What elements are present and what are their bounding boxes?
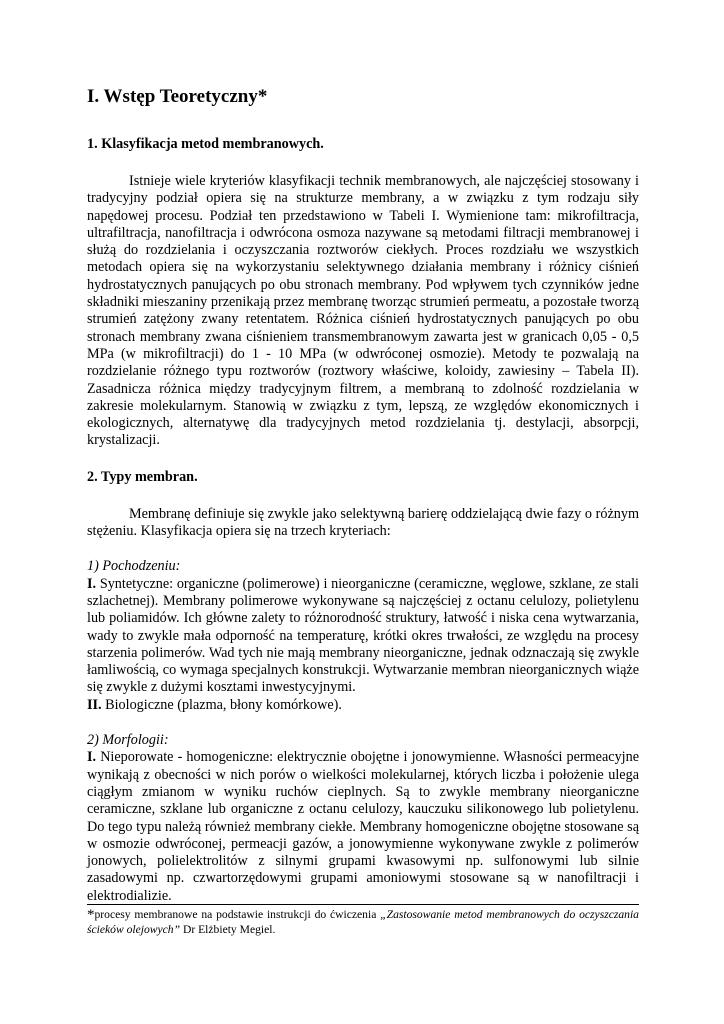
- criterion-1-item-1: [87, 576, 639, 697]
- section-1-heading: 1. Klasyfikacja metod membranowych.: [87, 136, 324, 152]
- item-text: Nieporowate - homogeniczne: elektrycznie obojętne i jonowymienne. Własności permeacyjne wynikają z obecności w nich porów o wielkości molekularnej, których liczba i położenie ulega ciągłym zmianom w wyniku ruchów cieplnych. Są to zwykle membrany nieorganiczne ceramiczne, szklane lub organiczne z octanu celulozy, kauczuku silikonowego lub polietylenu. Do tego typu należą również membrany ciekłe. Membrany homogeniczne obojętne stosowane są w osmozie odwróconej, permeacji gazów, a jonowymienne wykonywane zwykle z polimerów jonowych, polielektrolitów z silnymi grupami kwasowymi np. sulfonowymi lub silnie zasadowymi np. czwartorzędowymi grupami amoniowymi stosowane są w nanofiltracji i elektrodializie.: [87, 749, 639, 904]
- roman-numeral: I.: [87, 575, 97, 592]
- criterion-2-item-1: [87, 749, 639, 905]
- footnote-author: Dr Elżbiety Megiel.: [182, 922, 276, 936]
- footnote-text: procesy membranowe na podstawie instrukcji do ćwiczenia: [94, 908, 377, 921]
- footnote-marker: *: [87, 907, 95, 923]
- section-2-heading: 2. Typy membran.: [87, 468, 198, 485]
- section-1-paragraph: Istnieje wiele kryteriów klasyfikacji technik membranowych, ale najczęściej stosowany i tradycyjny podział opiera się na strukturze membrany, a w związku z tym rodzaju siły napędowej procesu. Podział ten przedstawiono w Tabeli I. Wymienione tam: mikrofiltracja, ultrafiltracja, nanofiltracja i odwrócona osmoza nazywane są metodami filtracji membranowej i służą do rozdzielania i oczyszczania roztworów ciekłych. Proces rozdziału we wszystkich metodach opiera się na wykorzystaniu selektywnego działania membrany i różnicy ciśnień hydrostatycznych panujących po obu stronach membrany. Pod wpływem tych czynników jedne składniki mieszaniny przenikają przez membranę tworząc strumień permeatu, a pozostałe tworzą strumień zatężony zwany retentatem. Różnica ciśnień hydrostatycznych panujących po obu stronach membrany zwana ciśnieniem transmembranowym zawarta jest w granicach 0,05 - 0,5 MPa (w mikrofiltracji) do 1 - 10 MPa (w odwróconej osmozie). Metody te pozwalają na rozdzielanie różnego typu roztworów (roztwory właściwe, koloidy, zawiesiny – Tabela II). Zasadnicza różnica między tradycyjnym filtrem, a membraną to zdolność rozdzielania w zakresie molekularnym. Stanowią w związku z tym, lepszą, ze względów ekonomicznych i ekologicznych, alternatywę dla tradycyjnych metod rozdzielania tj. destylacji, absorpcji, krystalizacji.: [87, 173, 639, 449]
- document-page: [87, 86, 639, 905]
- criterion-1-title: 1) Pochodzeniu:: [87, 558, 181, 575]
- footnote: [87, 904, 639, 938]
- criterion-1-item-2: [87, 697, 639, 714]
- criterion-2-title: 2) Morfologii:: [87, 732, 169, 749]
- section-2-intro: Membranę definiuje się zwykle jako selektywną barierę oddzielającą dwie fazy o różnym stężeniu. Klasyfikacja opiera się na trzech kryteriach:: [87, 505, 639, 540]
- roman-numeral: I.: [87, 749, 97, 766]
- roman-numeral: II.: [87, 696, 102, 713]
- item-text: Syntetyczne: organiczne (polimerowe) i nieorganiczne (ceramiczne, węglowe, szklane, ze stali szlachetnej). Membrany polimerowe wykonywane są najczęściej z octanu celulozy, polietylenu lub poliamidów. Ich główne zalety to różnorodność struktury, łatwość i niska cena wytwarzania, wady to zwykle mała odporność na temperaturę, krótki okres trwałości, ze względu na procesy starzenia polimerów. Wad tych nie mają membrany nieorganiczne, jednak odznaczają się zwykle łamliwością, co wymaga specjalnych konstrukcji. Wytwarzanie membran nieorganicznych wiąże się zwykle z dużymi kosztami inwestycyjnymi.: [87, 575, 640, 696]
- footnote-source-title: „Zastosowanie metod membranowych do oczyszczania ścieków olejowych”: [87, 908, 639, 936]
- item-text: Biologiczne (plazma, błony komórkowe).: [105, 696, 342, 713]
- page-title: I. Wstęp Teoretyczny*: [87, 86, 268, 107]
